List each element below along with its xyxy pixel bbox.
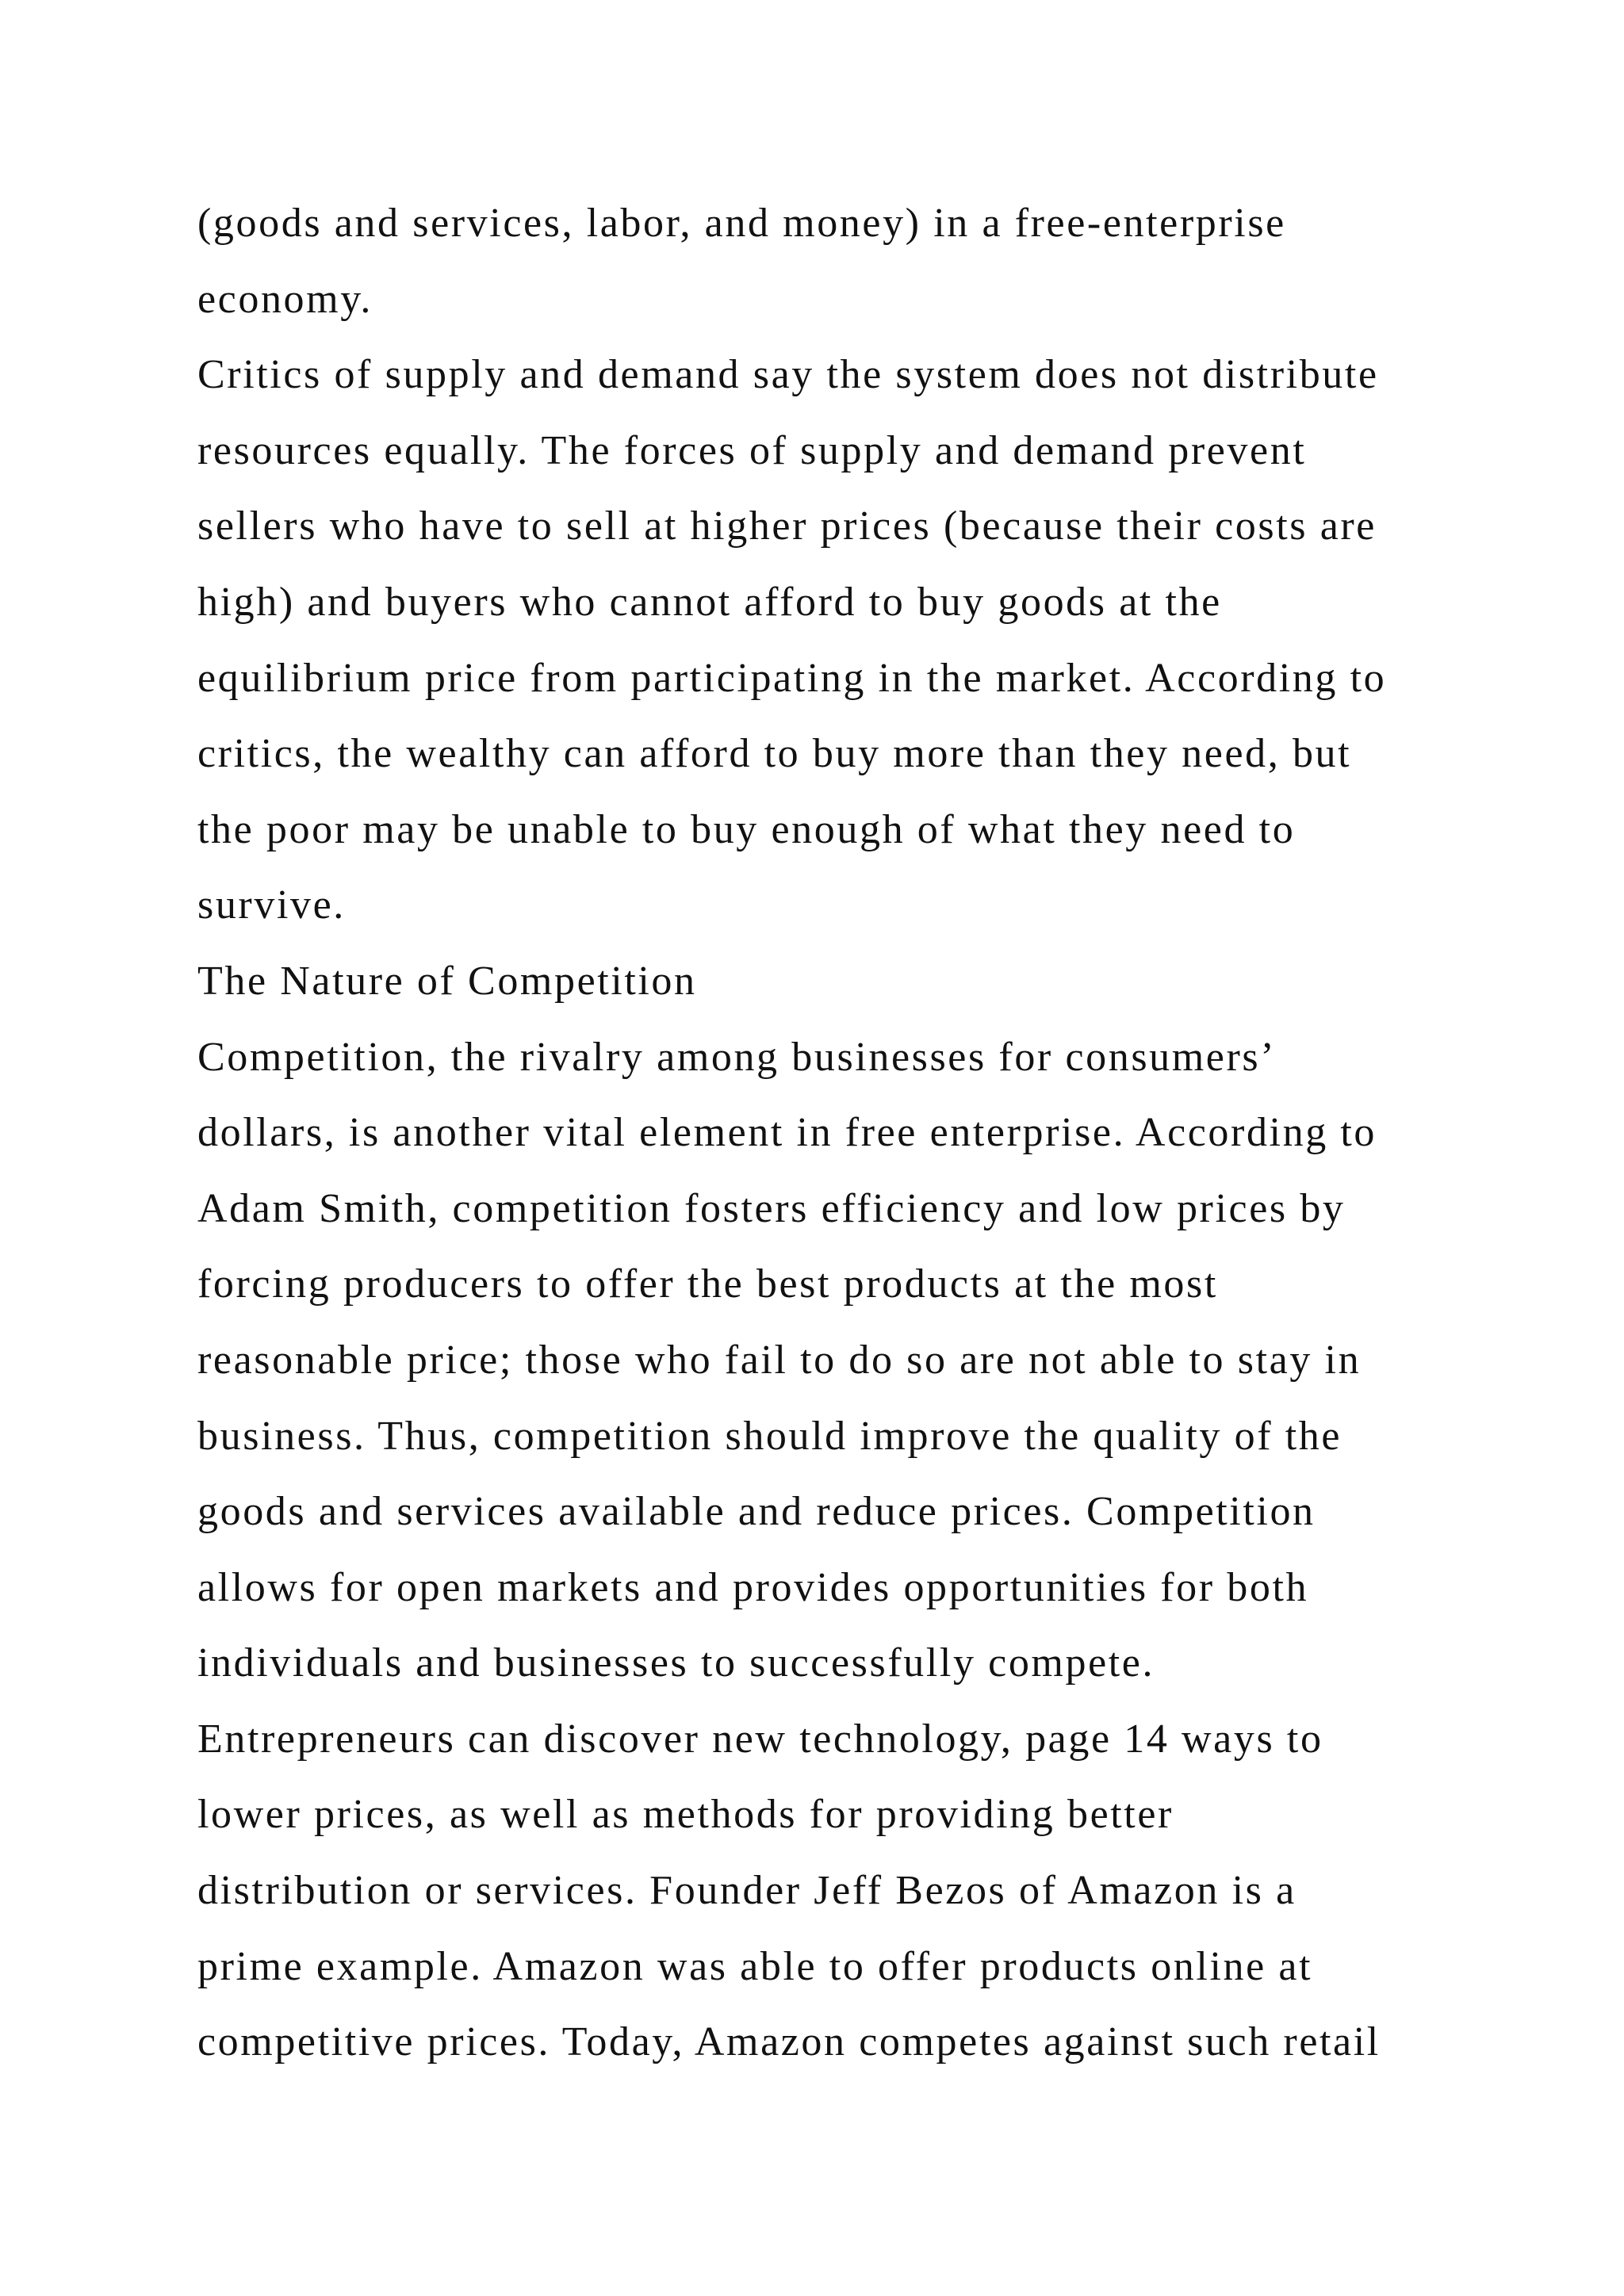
text-line: reasonable price; those who fail to do so are not able to stay in (197, 1337, 1362, 1383)
text-line: (goods and services, labor, and money) in a free-enterprise (197, 201, 1286, 246)
text-line: Critics of supply and demand say the system does not distribute (197, 352, 1379, 398)
text-line: goods and services available and reduce prices. Competition (197, 1489, 1316, 1535)
text-line: critics, the wealthy can afford to buy more than they need, but (197, 731, 1352, 777)
text-line: dollars, is another vital element in free enterprise. According to (197, 1110, 1377, 1156)
text-line: economy. (197, 276, 373, 322)
text-line: individuals and businesses to successfully compete. (197, 1640, 1155, 1686)
text-line: survive. (197, 882, 346, 928)
text-line: high) and buyers who cannot afford to buy goods at the (197, 579, 1222, 625)
text-line: business. Thus, competition should improve the quality of the (197, 1413, 1342, 1459)
document-body-text (197, 186, 1482, 2080)
text-line: sellers who have to sell at higher prices (because their costs are (197, 503, 1377, 549)
text-line: equilibrium price from participating in the market. According to (197, 655, 1387, 701)
text-line: allows for open markets and provides opportunities for both (197, 1564, 1309, 1610)
text-line: the poor may be unable to buy enough of what they need to (197, 806, 1296, 852)
section-heading: The Nature of Competition (197, 958, 697, 1004)
text-line: resources equally. The forces of supply and demand prevent (197, 427, 1307, 473)
text-line: Competition, the rivalry among businesses for consumers’ (197, 1034, 1277, 1080)
text-line: Adam Smith, competition fosters efficiency and low prices by (197, 1185, 1346, 1231)
text-line: competitive prices. Today, Amazon competes against such retail (197, 2019, 1381, 2065)
text-line: prime example. Amazon was able to offer products online at (197, 1943, 1313, 1989)
text-line: Entrepreneurs can discover new technology, page 14 ways to (197, 1716, 1323, 1762)
text-line: lower prices, as well as methods for providing better (197, 1792, 1174, 1838)
text-line: forcing producers to offer the best products at the most (197, 1261, 1218, 1307)
text-line: distribution or services. Founder Jeff Bezos of Amazon is a (197, 1868, 1297, 1914)
